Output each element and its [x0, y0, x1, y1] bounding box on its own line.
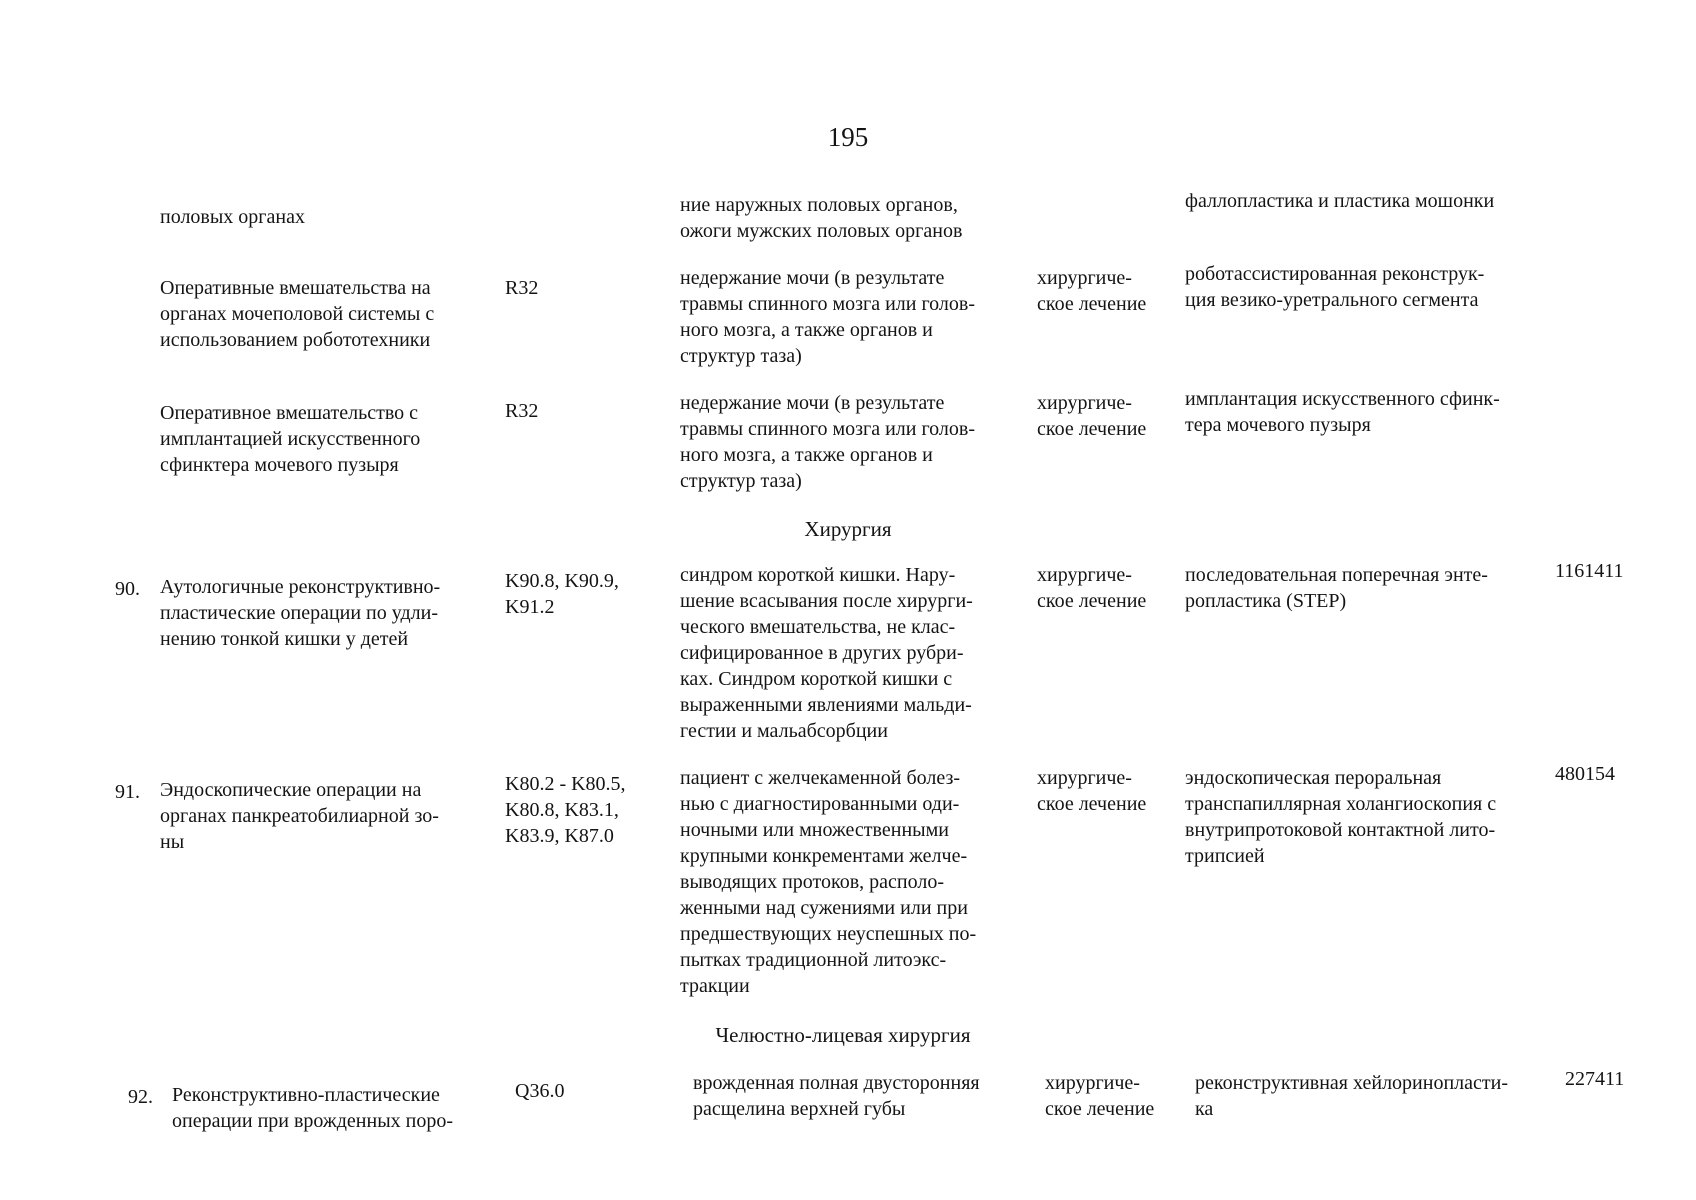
row-name: Эндоскопические операции на органах панкреатобилиарной зо- ны: [160, 779, 439, 853]
section-title: Хирургия: [804, 517, 892, 541]
row-code: R32: [505, 277, 539, 299]
row-code: R32: [505, 400, 539, 422]
row-type: хирургиче- ское лечение: [1037, 267, 1147, 315]
row-type: хирургиче- ское лечение: [1045, 1072, 1155, 1120]
row-name: Аутологичные реконструктивно- пластические операции по удли- нению тонкой кишки у детей: [160, 576, 441, 650]
row-cost: 480154: [1555, 763, 1615, 785]
row-type: хирургиче- ское лечение: [1037, 564, 1147, 612]
row-number: 92.: [128, 1086, 153, 1108]
row-name: Оперативное вмешательство с имплантацией искусственного сфинктера мочевого пузыря: [160, 402, 421, 476]
row-model: синдром короткой кишки. Нару- шение всасывания после хирурги- ческого вмешательства, не клас- сифицированное в других рубри- ках. Синдром короткой кишки с выраженными явлениями мальди- гестии и мальабсорбции: [680, 564, 973, 742]
row-method: фаллопластика и пластика мошонки: [1185, 190, 1495, 212]
row-type: хирургиче- ское лечение: [1037, 392, 1147, 440]
row-model: недержание мочи (в результате травмы спинного мозга или голов- ного мозга, а также органов и структур таза): [680, 392, 975, 492]
row-type: хирургиче- ское лечение: [1037, 767, 1147, 815]
row-cost: 1161411: [1555, 560, 1624, 582]
row-model: врожденная полная двусторонняя расщелина верхней губы: [693, 1072, 980, 1120]
row-model: недержание мочи (в результате травмы спинного мозга или голов- ного мозга, а также органов и структур таза): [680, 267, 975, 367]
row-method: имплантация искусственного сфинк- тера мочевого пузыря: [1185, 388, 1500, 436]
row-model: пациент с желчекаменной болез- нью с диагностированными оди- ночными или множественными крупными конкрементами желче- выводящих протоков, располо- женными над сужениями или при предшествующих неуспешных по- пытках традиционной литоэкс- тракции: [680, 767, 977, 997]
row-name: Реконструктивно-пластические операции при врожденных поро-: [172, 1084, 453, 1132]
row-name: половых органах: [160, 206, 305, 228]
row-number: 91.: [115, 781, 140, 803]
page-number: 195: [827, 122, 869, 152]
row-code: K80.2 - K80.5, K80.8, K83.1, K83.9, K87.0: [505, 773, 626, 847]
row-method: эндоскопическая пероральная транспапиллярная холангиоскопия с внутрипротоковой контактной лито- трипсией: [1185, 767, 1497, 867]
row-model: ние наружных половых органов, ожоги мужских половых органов: [680, 194, 963, 242]
row-cost: 227411: [1565, 1068, 1625, 1090]
row-method: роботассистированная реконструк- ция везико-уретрального сегмента: [1185, 263, 1485, 311]
row-code: Q36.0: [515, 1080, 565, 1102]
row-method: реконструктивная хейлоринопласти- ка: [1195, 1072, 1509, 1120]
row-code: K90.8, K90.9, K91.2: [505, 570, 619, 618]
row-number: 90.: [115, 578, 140, 600]
section-title: Челюстно-лицевая хирургия: [715, 1023, 971, 1047]
row-name: Оперативные вмешательства на органах мочеполовой системы с использованием робототехники: [160, 277, 435, 351]
row-method: последовательная поперечная энте- ропластика (STEP): [1185, 564, 1488, 612]
